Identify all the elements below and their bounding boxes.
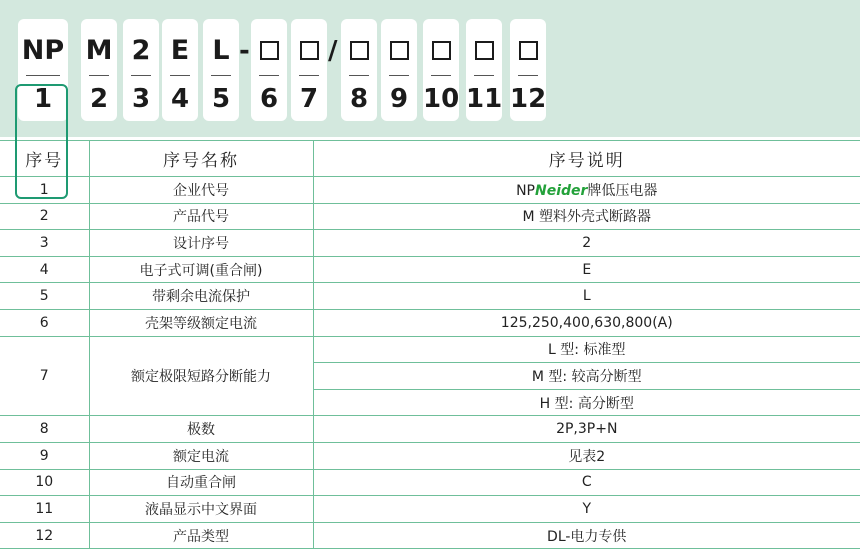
placeholder-box-icon xyxy=(260,41,279,60)
code-card-12 xyxy=(510,19,546,121)
table-row xyxy=(0,256,860,283)
placeholder-box-icon xyxy=(475,41,494,60)
code-rule xyxy=(389,75,409,76)
code-card-9 xyxy=(381,19,417,121)
cell-desc xyxy=(313,177,860,204)
code-segment-11 xyxy=(466,35,502,68)
code-segment-7 xyxy=(291,35,327,68)
code-separator-dash: - xyxy=(239,36,250,66)
code-rule xyxy=(170,75,190,76)
code-segment-9 xyxy=(381,35,417,68)
code-card-11 xyxy=(466,19,502,121)
code-segment-12 xyxy=(510,35,546,68)
code-index-5: 5 xyxy=(211,84,231,114)
cell-no: 2 xyxy=(0,203,89,230)
cell-desc: H 型: 高分断型 xyxy=(313,389,860,416)
code-index-3: 3 xyxy=(131,84,151,114)
table-row xyxy=(0,416,860,443)
cell-no: 12 xyxy=(0,522,89,549)
model-code-table xyxy=(0,140,860,549)
cell-name: 产品类型 xyxy=(89,522,313,549)
header-name: 序号名称 xyxy=(89,141,313,177)
cell-desc: Y xyxy=(313,496,860,523)
table-row xyxy=(0,442,860,469)
code-rule xyxy=(349,75,369,76)
placeholder-box-icon xyxy=(350,41,369,60)
header-no: 序号 xyxy=(0,141,89,177)
table-row xyxy=(0,496,860,523)
cell-no: 7 xyxy=(0,336,89,416)
brand-name: Neider xyxy=(534,182,588,199)
placeholder-box-icon xyxy=(432,41,451,60)
code-index-9: 9 xyxy=(389,84,409,114)
cell-no: 1 xyxy=(0,177,89,204)
model-code-band xyxy=(0,0,860,137)
code-card-3 xyxy=(123,19,159,121)
code-card-7 xyxy=(291,19,327,121)
cell-no: 9 xyxy=(0,442,89,469)
cell-desc: 125,250,400,630,800(A) xyxy=(313,309,860,336)
code-rule xyxy=(474,75,494,76)
code-index-8: 8 xyxy=(349,84,369,114)
placeholder-box-icon xyxy=(300,41,319,60)
code-separator-slash: / xyxy=(328,36,338,66)
cell-desc: M 塑料外壳式断路器 xyxy=(313,203,860,230)
cell-name: 设计序号 xyxy=(89,230,313,257)
code-index-1: 1 xyxy=(33,84,53,114)
cell-name: 极数 xyxy=(89,416,313,443)
code-segment-2: M xyxy=(85,35,113,66)
code-index-11: 11 xyxy=(466,84,503,114)
table-row xyxy=(0,469,860,496)
header-desc: 序号说明 xyxy=(313,141,860,177)
code-rule xyxy=(211,75,231,76)
code-segment-10 xyxy=(423,35,459,68)
cell-name: 带剩余电流保护 xyxy=(89,283,313,310)
cell-no: 5 xyxy=(0,283,89,310)
code-segment-1: NP xyxy=(21,35,65,66)
code-rule xyxy=(431,75,451,76)
cell-no: 3 xyxy=(0,230,89,257)
cell-name: 产品代号 xyxy=(89,203,313,230)
cell-desc: C xyxy=(313,469,860,496)
table-row xyxy=(0,522,860,549)
code-rule xyxy=(89,75,109,76)
cell-desc: M 型: 较高分断型 xyxy=(313,363,860,390)
code-card-5 xyxy=(203,19,239,121)
cell-no: 11 xyxy=(0,496,89,523)
code-index-7: 7 xyxy=(299,84,319,114)
code-card-6 xyxy=(251,19,287,121)
cell-name: 额定极限短路分断能力 xyxy=(89,336,313,416)
cell-desc: L xyxy=(313,283,860,310)
cell-desc: 2P,3P+N xyxy=(313,416,860,443)
code-card-10 xyxy=(423,19,459,121)
cell-no: 4 xyxy=(0,256,89,283)
table-row xyxy=(0,177,860,204)
code-rule xyxy=(518,75,538,76)
cell-desc: 见表2 xyxy=(313,442,860,469)
cell-no: 6 xyxy=(0,309,89,336)
cell-desc: 2 xyxy=(313,230,860,257)
code-rule xyxy=(299,75,319,76)
cell-desc: L 型: 标准型 xyxy=(313,336,860,363)
table-row xyxy=(0,336,860,363)
code-segment-3: 2 xyxy=(131,35,151,66)
table-row xyxy=(0,203,860,230)
code-card-4 xyxy=(162,19,198,121)
table-row xyxy=(0,283,860,310)
placeholder-box-icon xyxy=(519,41,538,60)
code-card-2 xyxy=(81,19,117,121)
code-index-4: 4 xyxy=(170,84,190,114)
cell-name: 电子式可调(重合闸) xyxy=(89,256,313,283)
cell-no: 8 xyxy=(0,416,89,443)
code-rule xyxy=(259,75,279,76)
placeholder-box-icon xyxy=(390,41,409,60)
code-rule xyxy=(131,75,151,76)
code-index-6: 6 xyxy=(259,84,279,114)
code-segment-8 xyxy=(341,35,377,68)
cell-name: 液晶显示中文界面 xyxy=(89,496,313,523)
code-rule xyxy=(26,75,60,76)
cell-no: 10 xyxy=(0,469,89,496)
table-header-row xyxy=(0,141,860,177)
cell-name: 壳架等级额定电流 xyxy=(89,309,313,336)
table-row xyxy=(0,309,860,336)
table-row xyxy=(0,230,860,257)
code-index-10: 10 xyxy=(423,84,460,114)
cell-desc: E xyxy=(313,256,860,283)
cell-name: 自动重合闸 xyxy=(89,469,313,496)
cell-name: 额定电流 xyxy=(89,442,313,469)
desc-suffix: 牌低压电器 xyxy=(587,182,658,199)
code-index-12: 12 xyxy=(510,84,547,114)
code-card-8 xyxy=(341,19,377,121)
code-segment-5: L xyxy=(212,35,230,66)
code-index-2: 2 xyxy=(89,84,109,114)
cell-desc: DL-电力专供 xyxy=(313,522,860,549)
code-segment-6 xyxy=(251,35,287,68)
code-segment-4: E xyxy=(170,35,190,66)
cell-name: 企业代号 xyxy=(89,177,313,204)
desc-prefix: NP xyxy=(516,182,535,199)
code-card-1 xyxy=(18,19,68,121)
